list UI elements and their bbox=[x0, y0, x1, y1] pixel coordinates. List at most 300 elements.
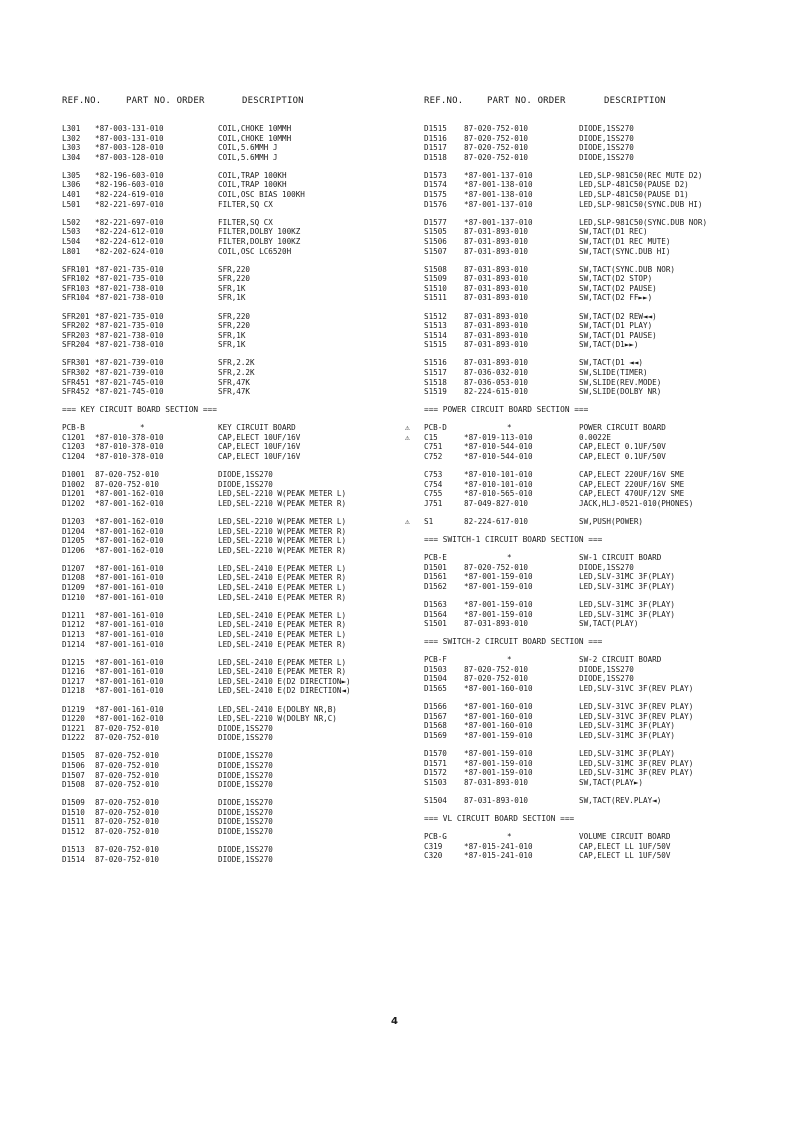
part-no: 87-031-893-010 bbox=[464, 795, 529, 805]
part-no: *82-224-619-010 bbox=[95, 190, 164, 200]
part-no: *87-021-738-010 bbox=[95, 340, 164, 350]
ref-no: S1504 bbox=[424, 795, 447, 805]
part-row bbox=[62, 247, 442, 257]
part-row bbox=[424, 712, 791, 722]
part-no: *87-001-137-010 bbox=[464, 199, 533, 209]
part-row bbox=[424, 851, 791, 861]
description: LED,SLV-31VC 3F(REV PLAY) bbox=[579, 684, 694, 694]
description: SFR,2.2K bbox=[218, 367, 255, 377]
ref-no: D1210 bbox=[62, 592, 85, 602]
part-row bbox=[424, 749, 791, 759]
ref-no: D1501 bbox=[424, 562, 447, 572]
part-row bbox=[424, 499, 791, 509]
part-group bbox=[424, 600, 791, 629]
ref-no: D1220 bbox=[62, 714, 85, 724]
description: LED,SEL-2410 E(PEAK METER R) bbox=[218, 620, 347, 630]
ref-no: SFR103 bbox=[62, 283, 90, 293]
part-row bbox=[424, 702, 791, 712]
part-no: *87-001-160-010 bbox=[464, 721, 533, 731]
description: LED,SEL-2410 E(PEAK METER L) bbox=[218, 610, 347, 620]
ref-no: D1211 bbox=[62, 610, 85, 620]
part-no: *87-001-162-010 bbox=[95, 545, 164, 555]
part-no: 87-020-752-010 bbox=[464, 152, 529, 162]
ref-no: D1208 bbox=[62, 573, 85, 583]
ref-no: SFR451 bbox=[62, 377, 90, 387]
ref-no: D1206 bbox=[62, 545, 85, 555]
part-no: * bbox=[507, 831, 512, 841]
description: LED,SLP-481C50(PAUSE D1) bbox=[579, 190, 689, 200]
ref-no: S1507 bbox=[424, 246, 447, 256]
part-row bbox=[62, 134, 442, 144]
ref-no: C1201 bbox=[62, 432, 85, 442]
ref-no: C751 bbox=[424, 442, 443, 452]
description: LED,SEL-2410 E(D2 DIRECTION◄) bbox=[218, 686, 351, 696]
description: SFR,220 bbox=[218, 321, 251, 331]
ref-no: L304 bbox=[62, 152, 81, 162]
ref-no: D1561 bbox=[424, 572, 447, 582]
part-row bbox=[62, 667, 442, 677]
part-no: 87-031-893-010 bbox=[464, 283, 529, 293]
ref-no: D1508 bbox=[62, 780, 85, 790]
description: DIODE,1SS270 bbox=[579, 143, 634, 153]
ref-no: C1204 bbox=[62, 452, 85, 462]
part-no: 87-020-752-010 bbox=[95, 479, 160, 489]
part-no: *87-001-161-010 bbox=[95, 667, 164, 677]
part-no: 87-031-893-010 bbox=[464, 236, 529, 246]
part-no: 87-031-893-010 bbox=[464, 321, 529, 331]
part-row bbox=[424, 368, 791, 378]
ref-no: D1504 bbox=[424, 674, 447, 684]
part-no: *87-001-159-010 bbox=[464, 599, 533, 609]
part-no: *87-021-738-010 bbox=[95, 293, 164, 303]
description: CAP,ELECT 220UF/16V SME bbox=[579, 470, 685, 480]
part-no: 87-031-893-010 bbox=[464, 293, 529, 303]
description: LED,SEL-2210 W(PEAK METER L) bbox=[218, 517, 347, 526]
description: LED,SEL-2410 E(PEAK METER L) bbox=[218, 583, 347, 593]
ref-no: S1514 bbox=[424, 330, 447, 340]
ref-no: D1562 bbox=[424, 581, 447, 591]
ref-no: C319 bbox=[424, 841, 443, 851]
part-group bbox=[62, 358, 442, 396]
part-row bbox=[62, 771, 442, 781]
description: SFR,1K bbox=[218, 330, 246, 340]
part-row bbox=[424, 171, 791, 181]
description: CAP,ELECT 470UF/12V SME bbox=[579, 489, 685, 499]
page-number: 4 bbox=[391, 1016, 398, 1027]
part-row bbox=[424, 619, 791, 629]
description: LED,SLV-31MC 3F(PLAY) bbox=[579, 609, 676, 619]
part-row bbox=[62, 124, 442, 134]
part-no: *87-001-161-010 bbox=[95, 620, 164, 630]
description: CAP,ELECT LL 1UF/50V bbox=[579, 851, 671, 861]
part-row bbox=[62, 143, 442, 153]
part-row bbox=[424, 331, 791, 341]
ref-no: D1506 bbox=[62, 760, 85, 770]
description: DIODE,1SS270 bbox=[218, 827, 273, 837]
ref-no: S1516 bbox=[424, 358, 447, 368]
part-row bbox=[62, 527, 442, 537]
part-row bbox=[424, 563, 791, 573]
part-row bbox=[62, 378, 442, 388]
part-row bbox=[62, 536, 442, 546]
part-row bbox=[62, 180, 442, 190]
ref-no: D1505 bbox=[62, 751, 85, 761]
description: COIL,OSC BIAS 100KH bbox=[218, 190, 305, 200]
part-row bbox=[424, 452, 791, 462]
part-no: 87-020-752-010 bbox=[464, 133, 529, 143]
ref-no: D1507 bbox=[62, 770, 85, 780]
part-no: 82-224-615-010 bbox=[464, 387, 529, 397]
description: SW,TACT(REV.PLAY◄) bbox=[579, 795, 662, 805]
ref-no: L303 bbox=[62, 143, 81, 153]
description: LED,SLV-31MC 3F(PLAY) bbox=[579, 721, 676, 731]
description: LED,SEL-2210 W(PEAK METER R) bbox=[218, 498, 347, 508]
part-group bbox=[424, 655, 791, 693]
description: DIODE,1SS270 bbox=[579, 562, 634, 572]
part-no: *87-001-160-010 bbox=[464, 711, 533, 721]
part-no: *87-010-378-010 bbox=[95, 442, 164, 452]
ref-no: D1512 bbox=[62, 827, 85, 837]
description: SW,TACT(D1 REC MUTE) bbox=[579, 236, 671, 246]
part-row bbox=[62, 274, 442, 284]
part-no: 87-020-752-010 bbox=[95, 760, 160, 770]
part-row bbox=[424, 572, 791, 582]
ref-no: L503 bbox=[62, 227, 81, 237]
description: LED,SEL-2210 W(PEAK METER L) bbox=[218, 489, 347, 499]
part-no: *87-015-241-010 bbox=[464, 851, 533, 861]
description: SFR,220 bbox=[218, 311, 251, 321]
ref-no: PCB-F bbox=[424, 655, 447, 665]
part-group bbox=[424, 218, 791, 256]
description: LED,SEL-2410 E(PEAK METER L) bbox=[218, 629, 347, 639]
ref-no: S1506 bbox=[424, 236, 447, 246]
key-circuit-section-heading: === KEY CIRCUIT BOARD SECTION === bbox=[62, 405, 217, 415]
ref-no: S1 bbox=[424, 517, 434, 526]
part-row bbox=[62, 293, 442, 303]
ref-no: D1563 bbox=[424, 599, 447, 609]
part-no: 87-036-032-010 bbox=[464, 367, 529, 377]
part-no: *87-019-113-010 bbox=[464, 432, 533, 442]
ref-no: D1513 bbox=[62, 845, 85, 855]
part-no: *87-001-159-010 bbox=[464, 572, 533, 582]
part-row bbox=[424, 274, 791, 284]
part-no-header: PART NO. ORDER bbox=[487, 96, 566, 106]
part-row bbox=[62, 808, 442, 818]
part-row bbox=[424, 655, 791, 665]
part-group bbox=[62, 845, 442, 864]
description: SW-2 CIRCUIT BOARD bbox=[579, 655, 662, 665]
description: DIODE,1SS270 bbox=[218, 798, 273, 808]
part-no: *87-001-162-010 bbox=[95, 714, 164, 724]
description: COIL,OSC LC6520H bbox=[218, 246, 292, 256]
part-row bbox=[62, 265, 442, 275]
part-no: 87-036-053-010 bbox=[464, 377, 529, 387]
part-no: 82-224-617-010 bbox=[464, 517, 529, 526]
part-no: 87-020-752-010 bbox=[464, 124, 529, 133]
part-row bbox=[424, 470, 791, 480]
part-row bbox=[62, 630, 442, 640]
part-no: *87-003-128-010 bbox=[95, 152, 164, 162]
description: DIODE,1SS270 bbox=[218, 854, 273, 864]
description: DIODE,1SS270 bbox=[579, 674, 634, 684]
ref-no: L401 bbox=[62, 190, 81, 200]
description: DIODE,1SS270 bbox=[218, 807, 273, 817]
part-no: *87-001-161-010 bbox=[95, 639, 164, 649]
description: COIL,CHOKE 10MMH bbox=[218, 124, 292, 133]
part-no: *87-001-161-010 bbox=[95, 676, 164, 686]
part-row bbox=[424, 832, 791, 842]
part-row bbox=[424, 340, 791, 350]
part-no: *87-001-159-010 bbox=[464, 758, 533, 768]
ref-no: D1573 bbox=[424, 170, 447, 180]
ref-no: C753 bbox=[424, 470, 443, 480]
description: CAP,ELECT 0.1UF/50V bbox=[579, 442, 666, 452]
part-no: 87-020-752-010 bbox=[95, 770, 160, 780]
description: POWER CIRCUIT BOARD bbox=[579, 423, 666, 433]
part-row bbox=[62, 480, 442, 490]
ref-no: SFR203 bbox=[62, 330, 90, 340]
part-no: *87-021-739-010 bbox=[95, 367, 164, 377]
part-group bbox=[405, 423, 791, 462]
description: LED,SEL-2210 W(PEAK METER L) bbox=[218, 536, 347, 546]
left-parts-column bbox=[62, 124, 442, 873]
part-no: 87-020-752-010 bbox=[95, 827, 160, 837]
ref-no: D1565 bbox=[424, 684, 447, 694]
part-no: 87-020-752-010 bbox=[95, 751, 160, 761]
part-no: 87-031-893-010 bbox=[464, 227, 529, 237]
part-no: *87-001-138-010 bbox=[464, 190, 533, 200]
part-no: 87-020-752-010 bbox=[95, 807, 160, 817]
part-row bbox=[62, 387, 442, 397]
part-row bbox=[424, 796, 791, 806]
part-no: *87-001-159-010 bbox=[464, 730, 533, 740]
ref-no: D1568 bbox=[424, 721, 447, 731]
ref-no: S1508 bbox=[424, 264, 447, 274]
ref-no: D1515 bbox=[424, 124, 447, 133]
ref-no: L306 bbox=[62, 180, 81, 190]
part-row bbox=[62, 724, 442, 734]
part-no: *87-015-241-010 bbox=[464, 841, 533, 851]
part-group bbox=[62, 564, 442, 602]
part-no: *82-202-624-010 bbox=[95, 246, 164, 256]
description: FILTER,DOLBY 100KZ bbox=[218, 236, 301, 246]
description: SW,TACT(D1 PAUSE) bbox=[579, 330, 657, 340]
part-no: 87-049-827-010 bbox=[464, 498, 529, 508]
ref-no: S1513 bbox=[424, 321, 447, 331]
ref-no: SFR101 bbox=[62, 264, 90, 274]
part-no: *87-010-544-010 bbox=[464, 452, 533, 462]
part-row bbox=[424, 600, 791, 610]
ref-no: L305 bbox=[62, 170, 81, 180]
part-row bbox=[62, 780, 442, 790]
part-no: *82-221-697-010 bbox=[95, 217, 164, 227]
part-row bbox=[62, 423, 442, 433]
part-group bbox=[424, 171, 791, 209]
ref-no: D1202 bbox=[62, 498, 85, 508]
ref-no: L501 bbox=[62, 199, 81, 209]
part-no: 87-031-893-010 bbox=[464, 777, 529, 787]
part-no: 87-020-752-010 bbox=[464, 143, 529, 153]
ref-no: SFR301 bbox=[62, 358, 90, 368]
part-no: *87-021-738-010 bbox=[95, 330, 164, 340]
description: SFR,47K bbox=[218, 387, 251, 397]
ref-no: SFR452 bbox=[62, 387, 90, 397]
description: SW,TACT(D1 PLAY) bbox=[579, 321, 653, 331]
part-row bbox=[62, 499, 442, 509]
part-row bbox=[62, 733, 442, 743]
part-row bbox=[62, 658, 442, 668]
description: COIL,5.6MMH J bbox=[218, 143, 278, 153]
part-no: *82-196-603-010 bbox=[95, 170, 164, 180]
ref-no: S1501 bbox=[424, 619, 447, 629]
part-row bbox=[405, 432, 791, 443]
description-header: DESCRIPTION bbox=[604, 96, 666, 106]
description: SW,SLIDE(TIMER) bbox=[579, 367, 648, 377]
part-no: *87-010-565-010 bbox=[464, 489, 533, 499]
part-row bbox=[424, 200, 791, 210]
description: CAP,ELECT 10UF/16V bbox=[218, 432, 301, 442]
description: LED,SEL-2410 E(D2 DIRECTION►) bbox=[218, 676, 351, 686]
ref-no: D1510 bbox=[62, 807, 85, 817]
part-row bbox=[424, 227, 791, 237]
ref-no: C752 bbox=[424, 452, 443, 462]
ref-no: S1510 bbox=[424, 283, 447, 293]
part-no: * bbox=[507, 655, 512, 665]
description: LED,SLV-31MC 3F(PLAY) bbox=[579, 599, 676, 609]
ref-no: D1516 bbox=[424, 133, 447, 143]
part-group bbox=[62, 265, 442, 303]
part-row bbox=[424, 553, 791, 563]
part-row bbox=[424, 842, 791, 852]
part-row bbox=[62, 751, 442, 761]
part-row bbox=[62, 855, 442, 865]
description: SW,TACT(SYNC.DUB NOR) bbox=[579, 264, 676, 274]
ref-no: D1201 bbox=[62, 489, 85, 499]
part-row bbox=[62, 564, 442, 574]
description: FILTER,DOLBY 100KZ bbox=[218, 227, 301, 237]
ref-no: D1511 bbox=[62, 817, 85, 827]
ref-no: D1209 bbox=[62, 583, 85, 593]
part-no: *87-001-162-010 bbox=[95, 489, 164, 499]
part-row bbox=[424, 387, 791, 397]
part-row bbox=[62, 611, 442, 621]
part-group bbox=[424, 553, 791, 591]
description: LED,SEL-2410 E(PEAK METER L) bbox=[218, 563, 347, 573]
switch2-circuit-section-heading: === SWITCH-2 CIRCUIT BOARD SECTION === bbox=[424, 637, 603, 647]
part-no: * bbox=[507, 553, 512, 563]
ref-no: D1574 bbox=[424, 180, 447, 190]
part-group bbox=[424, 124, 791, 162]
part-row bbox=[62, 368, 442, 378]
part-no: *87-001-161-010 bbox=[95, 629, 164, 639]
part-row bbox=[424, 180, 791, 190]
part-group bbox=[62, 470, 442, 508]
description: LED,SLV-31VC 3F(REV PLAY) bbox=[579, 711, 694, 721]
part-group bbox=[62, 658, 442, 696]
part-no: 87-020-752-010 bbox=[95, 780, 160, 790]
description-header: DESCRIPTION bbox=[242, 96, 304, 106]
description: DIODE,1SS270 bbox=[218, 470, 273, 480]
part-row bbox=[62, 489, 442, 499]
part-no: *87-001-161-010 bbox=[95, 563, 164, 573]
part-no: *87-001-159-010 bbox=[464, 749, 533, 758]
part-row bbox=[424, 190, 791, 200]
ref-no: SFR202 bbox=[62, 321, 90, 331]
description: CAP,ELECT 0.1UF/50V bbox=[579, 452, 666, 462]
part-no: *87-010-101-010 bbox=[464, 479, 533, 489]
part-row bbox=[405, 423, 791, 433]
part-row bbox=[62, 331, 442, 341]
part-no: 87-020-752-010 bbox=[464, 562, 529, 572]
part-no: *87-001-161-010 bbox=[95, 657, 164, 667]
part-row bbox=[424, 265, 791, 275]
ref-no: S1518 bbox=[424, 377, 447, 387]
part-no: 87-031-893-010 bbox=[464, 330, 529, 340]
ref-no: L504 bbox=[62, 236, 81, 246]
part-row bbox=[62, 714, 442, 724]
ref-no: C15 bbox=[424, 432, 438, 442]
part-group bbox=[424, 702, 791, 740]
power-circuit-section-heading: === POWER CIRCUIT BOARD SECTION === bbox=[424, 405, 589, 415]
part-no: *87-021-738-010 bbox=[95, 283, 164, 293]
part-no: *87-001-161-010 bbox=[95, 573, 164, 583]
description: DIODE,1SS270 bbox=[218, 733, 273, 743]
ref-no: D1218 bbox=[62, 686, 85, 696]
part-no: 87-031-893-010 bbox=[464, 619, 529, 629]
part-row bbox=[424, 582, 791, 592]
description: SW,TACT(PLAY►) bbox=[579, 777, 644, 787]
part-row bbox=[62, 237, 442, 247]
part-row bbox=[424, 721, 791, 731]
part-no: *87-001-137-010 bbox=[464, 217, 533, 227]
description: SW-1 CIRCUIT BOARD bbox=[579, 553, 662, 563]
description: DIODE,1SS270 bbox=[218, 770, 273, 780]
ref-no: D1509 bbox=[62, 798, 85, 808]
part-row bbox=[424, 759, 791, 769]
part-group bbox=[62, 312, 442, 350]
part-no: *87-021-739-010 bbox=[95, 358, 164, 368]
part-row bbox=[62, 171, 442, 181]
part-no: *87-001-162-010 bbox=[95, 536, 164, 546]
description: SFR,220 bbox=[218, 264, 251, 274]
part-no: 87-020-752-010 bbox=[464, 664, 529, 674]
part-no: * bbox=[140, 423, 145, 433]
part-group bbox=[62, 171, 442, 209]
description: SW,PUSH(POWER) bbox=[579, 517, 644, 526]
description: LED,SEL-2410 E(PEAK METER L) bbox=[218, 657, 347, 667]
description: DIODE,1SS270 bbox=[218, 479, 273, 489]
description: FILTER,SQ CX bbox=[218, 217, 273, 227]
part-row bbox=[62, 153, 442, 163]
description: COIL,5.6MMH J bbox=[218, 152, 278, 162]
description: SFR,220 bbox=[218, 274, 251, 284]
part-group bbox=[62, 751, 442, 789]
description: COIL,TRAP 100KH bbox=[218, 170, 287, 180]
part-row bbox=[62, 620, 442, 630]
part-row bbox=[62, 640, 442, 650]
ref-no: S1509 bbox=[424, 274, 447, 284]
part-no: *87-001-162-010 bbox=[95, 517, 164, 526]
ref-no: SFR201 bbox=[62, 311, 90, 321]
part-no: 87-031-893-010 bbox=[464, 246, 529, 256]
ref-no: D1207 bbox=[62, 563, 85, 573]
ref-no: D1564 bbox=[424, 609, 447, 619]
part-no: 87-020-752-010 bbox=[95, 470, 160, 480]
ref-no: S1505 bbox=[424, 227, 447, 237]
description: COIL,TRAP 100KH bbox=[218, 180, 287, 190]
ref-no: S1512 bbox=[424, 311, 447, 321]
part-no: 87-031-893-010 bbox=[464, 311, 529, 321]
